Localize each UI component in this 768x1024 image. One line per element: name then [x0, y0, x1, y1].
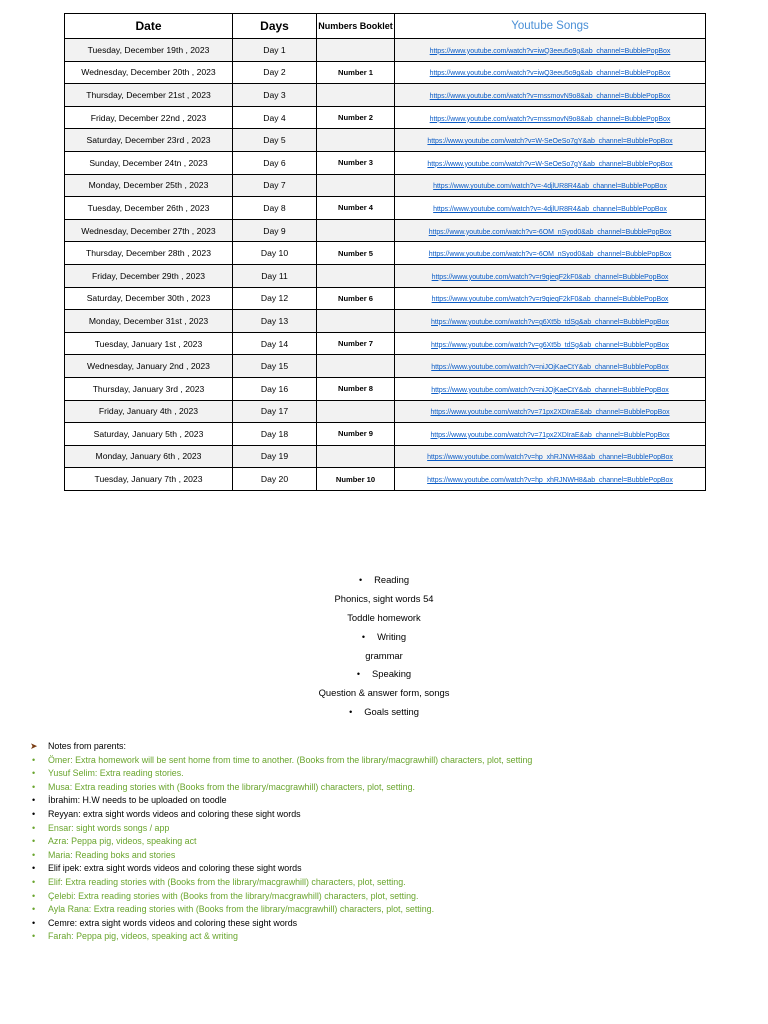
note-text: Maria: Reading boks and stories: [48, 849, 176, 860]
day-cell: Day 7: [233, 174, 317, 197]
booklet-cell: Number 6: [317, 287, 395, 310]
bullet-icon: •: [32, 876, 36, 887]
day-cell: Day 1: [233, 39, 317, 62]
arrow-bullet-icon: ➤: [30, 741, 38, 751]
day-cell: Day 18: [233, 423, 317, 446]
booklet-cell: Number 3: [317, 151, 395, 174]
bullet-icon: •: [32, 808, 36, 819]
bullet-icon: •: [32, 836, 36, 847]
youtube-link[interactable]: https://www.youtube.com/watch?v=W-SeOeSo7gY&ab_channel=BubblePopBox: [427, 160, 673, 168]
table-row: [65, 219, 706, 242]
booklet-cell: [317, 39, 395, 62]
youtube-link[interactable]: https://www.youtube.com/watch?v=niJOjKaeCtY&ab_channel=BubblePopBox: [431, 386, 669, 394]
day-cell: Day 20: [233, 468, 317, 491]
bullet-icon: •: [32, 849, 36, 860]
schedule-body: [65, 39, 706, 491]
note-text: Azra: Peppa pig, videos, speaking act: [48, 836, 197, 847]
date-cell: Wednesday, January 2nd , 2023: [65, 355, 233, 378]
note-item: [30, 903, 750, 917]
header-date: Date: [65, 14, 233, 39]
booklet-cell: [317, 174, 395, 197]
header-days: Days: [233, 14, 317, 39]
youtube-link[interactable]: https://www.youtube.com/watch?v=-4djlUR8R4&ab_channel=BubblePopBox: [433, 205, 667, 213]
song-cell: [395, 400, 706, 423]
date-cell: Thursday, January 3rd , 2023: [65, 377, 233, 400]
table-row: [65, 129, 706, 152]
bullet-icon: •: [32, 781, 36, 792]
youtube-link[interactable]: https://www.youtube.com/watch?v=71px2XDIraE&ab_channel=BubblePopBox: [430, 431, 670, 439]
notes-header-label: Notes from parents:: [48, 741, 126, 751]
youtube-link[interactable]: https://www.youtube.com/watch?v=r9qieqF2kF0&ab_channel=BubblePopBox: [431, 296, 669, 304]
song-cell: [395, 84, 706, 107]
note-item: [30, 849, 750, 863]
booklet-cell: [317, 264, 395, 287]
note-text: Çelebi: Extra reading stories with (Books from the library/macgrawhill) characters, plot, setting.: [48, 890, 419, 901]
date-cell: Saturday, January 5th , 2023: [65, 423, 233, 446]
song-cell: [395, 61, 706, 84]
table-row: [65, 468, 706, 491]
youtube-link[interactable]: https://www.youtube.com/watch?v=71px2XDIraE&ab_channel=BubblePopBox: [430, 409, 670, 417]
song-cell: [395, 332, 706, 355]
youtube-link[interactable]: https://www.youtube.com/watch?v=niJOjKaeCtY&ab_channel=BubblePopBox: [431, 364, 669, 372]
booklet-cell: Number 10: [317, 468, 395, 491]
schedule-table: [64, 13, 706, 491]
booklet-cell: Number 1: [317, 61, 395, 84]
table-row: [65, 106, 706, 129]
day-cell: Day 17: [233, 400, 317, 423]
date-cell: Tuesday, January 7th , 2023: [65, 468, 233, 491]
note-text: Yusuf Selim: Extra reading stories.: [48, 768, 184, 779]
note-item: [30, 781, 750, 795]
booklet-cell: [317, 219, 395, 242]
note-item: [30, 794, 750, 808]
youtube-link[interactable]: https://www.youtube.com/watch?v=hp_xhRJNWH8&ab_channel=BubblePopBox: [427, 477, 673, 485]
note-text: Ayla Rana: Extra reading stories with (Books from the library/macgrawhill) characters, plot, setting.: [48, 904, 435, 915]
table-header-row: [65, 14, 706, 39]
booklet-cell: [317, 400, 395, 423]
day-cell: Day 14: [233, 332, 317, 355]
note-item: [30, 930, 750, 944]
booklet-cell: [317, 310, 395, 333]
table-row: [65, 264, 706, 287]
booklet-cell: [317, 355, 395, 378]
table-row: [65, 39, 706, 62]
song-cell: [395, 197, 706, 220]
date-cell: Saturday, December 30th , 2023: [65, 287, 233, 310]
song-cell: [395, 423, 706, 446]
booklet-cell: [317, 84, 395, 107]
youtube-link[interactable]: https://www.youtube.com/watch?v=rnssmovN9o8&ab_channel=BubblePopBox: [429, 92, 671, 100]
song-cell: [395, 468, 706, 491]
day-cell: Day 2: [233, 61, 317, 84]
note-item: [30, 808, 750, 822]
header-youtube-songs: Youtube Songs: [395, 14, 706, 39]
song-cell: [395, 242, 706, 265]
note-item: [30, 835, 750, 849]
youtube-link[interactable]: https://www.youtube.com/watch?v=r9qieqF2kF0&ab_channel=BubblePopBox: [431, 273, 669, 281]
table-row: [65, 197, 706, 220]
day-cell: Day 4: [233, 106, 317, 129]
bullet-icon: •: [32, 768, 36, 779]
day-cell: Day 10: [233, 242, 317, 265]
day-cell: Day 6: [233, 151, 317, 174]
youtube-link[interactable]: https://www.youtube.com/watch?v=-6OM_nSyod0&ab_channel=BubblePopBox: [428, 251, 672, 259]
note-text: Cemre: extra sight words videos and coloring these sight words: [48, 917, 298, 928]
booklet-cell: [317, 445, 395, 468]
note-item: [30, 862, 750, 876]
table-row: [65, 242, 706, 265]
note-item: [30, 876, 750, 890]
table-row: [65, 84, 706, 107]
goal-detail: Question & answer form, songs: [318, 687, 450, 699]
booklet-cell: Number 9: [317, 423, 395, 446]
date-cell: Tuesday, December 19th , 2023: [65, 39, 233, 62]
youtube-link[interactable]: https://www.youtube.com/watch?v=hp_xhRJNWH8&ab_channel=BubblePopBox: [427, 454, 673, 462]
date-cell: Monday, December 25th , 2023: [65, 174, 233, 197]
parent-notes: [30, 740, 750, 944]
goal-heading: • Writing: [184, 628, 584, 647]
day-cell: Day 19: [233, 445, 317, 468]
day-cell: Day 13: [233, 310, 317, 333]
date-cell: Sunday, December 24tn , 2023: [65, 151, 233, 174]
bullet-icon: •: [32, 754, 36, 765]
table-row: [65, 332, 706, 355]
table-row: [65, 400, 706, 423]
date-cell: Monday, January 6th , 2023: [65, 445, 233, 468]
table-row: [65, 355, 706, 378]
booklet-cell: Number 4: [317, 197, 395, 220]
booklet-cell: Number 2: [317, 106, 395, 129]
notes-items: [30, 754, 750, 944]
day-cell: Day 15: [233, 355, 317, 378]
song-cell: [395, 174, 706, 197]
goal-heading: • Speaking: [184, 665, 584, 684]
day-cell: Day 16: [233, 377, 317, 400]
booklet-cell: Number 8: [317, 377, 395, 400]
song-cell: [395, 355, 706, 378]
notes-header: [30, 740, 750, 754]
youtube-link[interactable]: https://www.youtube.com/watch?v=g6Xt5b_tdSg&ab_channel=BubblePopBox: [431, 318, 669, 326]
booklet-cell: [317, 129, 395, 152]
goal-detail: Toddle homework: [347, 611, 421, 623]
day-cell: Day 3: [233, 84, 317, 107]
day-cell: Day 8: [233, 197, 317, 220]
note-text: Musa: Extra reading stories with (Books from the library/macgrawhill) characters, plot, setting.: [48, 781, 415, 792]
table-row: [65, 423, 706, 446]
day-cell: Day 9: [233, 219, 317, 242]
bullet-icon: •: [32, 822, 36, 833]
bullet-icon: •: [32, 863, 36, 874]
note-text: İbrahim: H.W needs to be uploaded on toodle: [48, 795, 227, 806]
date-cell: Tuesday, December 26th , 2023: [65, 197, 233, 220]
table-row: [65, 287, 706, 310]
date-cell: Wednesday, December 20th , 2023: [65, 61, 233, 84]
goal-detail: grammar: [365, 649, 403, 661]
date-cell: Thursday, December 21st , 2023: [65, 84, 233, 107]
date-cell: Thursday, December 28th , 2023: [65, 242, 233, 265]
note-text: Ömer: Extra homework will be sent home from time to another. (Books from the library/macgrawhill) characters, plot, setting: [48, 754, 533, 765]
youtube-link[interactable]: https://www.youtube.com/watch?v=g6Xt5b_tdSg&ab_channel=BubblePopBox: [431, 341, 669, 349]
day-cell: Day 5: [233, 129, 317, 152]
song-cell: [395, 39, 706, 62]
song-cell: [395, 377, 706, 400]
note-item: [30, 822, 750, 836]
note-text: Farah: Peppa pig, videos, speaking act & writing: [48, 931, 238, 942]
youtube-link[interactable]: https://www.youtube.com/watch?v=iwQ3eeu5o9g&ab_channel=BubblePopBox: [429, 70, 671, 78]
note-item: [30, 890, 750, 904]
bullet-icon: •: [32, 931, 36, 942]
table-row: [65, 445, 706, 468]
song-cell: [395, 287, 706, 310]
youtube-link[interactable]: https://www.youtube.com/watch?v=-6OM_nSyod0&ab_channel=BubblePopBox: [428, 228, 672, 236]
date-cell: Wednesday, December 27th , 2023: [65, 219, 233, 242]
note-text: Elif ipek: extra sight words videos and coloring these sight words: [48, 863, 302, 874]
date-cell: Friday, December 22nd , 2023: [65, 106, 233, 129]
song-cell: [395, 310, 706, 333]
song-cell: [395, 129, 706, 152]
table-row: [65, 151, 706, 174]
goals-list: [184, 571, 584, 722]
bullet-icon: •: [32, 904, 36, 915]
date-cell: Tuesday, January 1st , 2023: [65, 332, 233, 355]
goal-detail: Phonics, sight words 54: [334, 592, 434, 604]
note-item: [30, 754, 750, 768]
bullet-icon: •: [32, 890, 36, 901]
booklet-cell: Number 7: [317, 332, 395, 355]
goal-heading: • Reading: [184, 571, 584, 590]
song-cell: [395, 445, 706, 468]
note-text: Ensar: sight words songs / app: [48, 822, 170, 833]
bullet-icon: •: [32, 917, 36, 928]
date-cell: Friday, December 29th , 2023: [65, 264, 233, 287]
note-text: Reyyan: extra sight words videos and coloring these sight words: [48, 808, 301, 819]
header-numbers-booklet: Numbers Booklet: [317, 14, 395, 39]
youtube-link[interactable]: https://www.youtube.com/watch?v=rnssmovN9o8&ab_channel=BubblePopBox: [429, 115, 671, 123]
song-cell: [395, 219, 706, 242]
goal-heading: • Goals setting: [184, 703, 584, 722]
date-cell: Friday, January 4th , 2023: [65, 400, 233, 423]
song-cell: [395, 151, 706, 174]
youtube-link[interactable]: https://www.youtube.com/watch?v=-4djlUR8R4&ab_channel=BubblePopBox: [433, 183, 667, 191]
day-cell: Day 12: [233, 287, 317, 310]
table-row: [65, 61, 706, 84]
note-item: [30, 917, 750, 931]
note-item: [30, 767, 750, 781]
youtube-link[interactable]: https://www.youtube.com/watch?v=iwQ3eeu5o9g&ab_channel=BubblePopBox: [429, 47, 671, 55]
song-cell: [395, 106, 706, 129]
booklet-cell: Number 5: [317, 242, 395, 265]
table-row: [65, 377, 706, 400]
note-text: Elif: Extra reading stories with (Books from the library/macgrawhill) characters, plot, setting.: [48, 876, 406, 887]
date-cell: Monday, December 31st , 2023: [65, 310, 233, 333]
day-cell: Day 11: [233, 264, 317, 287]
table-row: [65, 174, 706, 197]
song-cell: [395, 264, 706, 287]
date-cell: Saturday, December 23rd , 2023: [65, 129, 233, 152]
bullet-icon: •: [32, 795, 36, 806]
table-row: [65, 310, 706, 333]
youtube-link[interactable]: https://www.youtube.com/watch?v=W-SeOeSo7gY&ab_channel=BubblePopBox: [427, 138, 673, 146]
